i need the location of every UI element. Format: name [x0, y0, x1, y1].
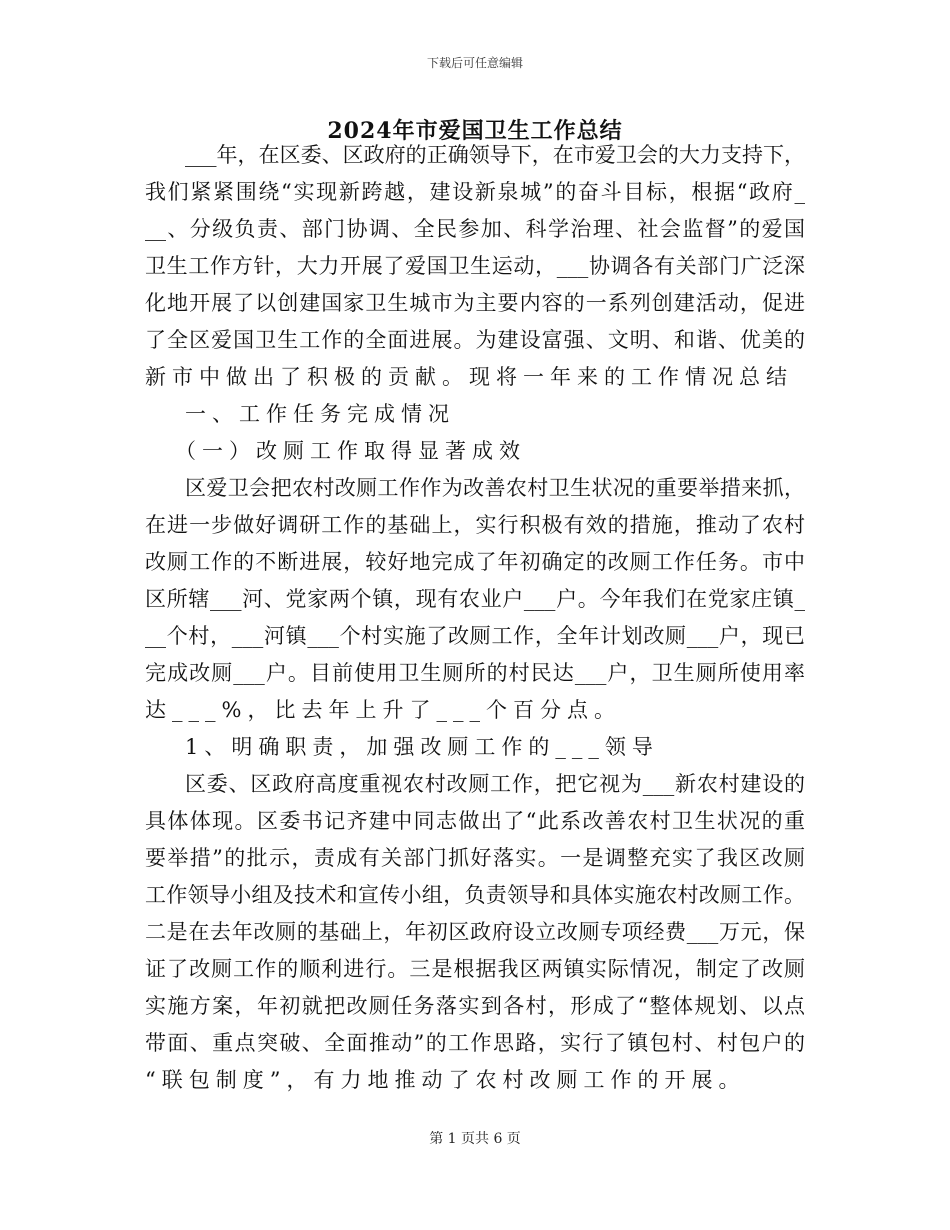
body-line: 1、明确职责，加强改厕工作的___领导: [185, 735, 659, 759]
body-line: 工作领导小组及技术和宣传小组，负责领导和具体实施农村改厕工作。: [145, 883, 805, 907]
body-line: 改厕工作的不断进展，较好地完成了年初确定的改厕工作任务。市中: [145, 550, 805, 574]
body-line: 了全区爱国卫生工作的全面进展。为建设富强、文明、和谐、优美的: [145, 328, 805, 352]
body-line: 新市中做出了积极的贡献。现将一年来的工作情况总结: [145, 365, 793, 389]
body-line: 区所辖___河、党家两个镇，现有农业户___户。今年我们在党家庄镇_: [145, 587, 805, 611]
body-line: ___年，在区委、区政府的正确领导下，在市爱卫会的大力支持下，: [185, 143, 805, 167]
body-line: 化地开展了以创建国家卫生城市为主要内容的一系列创建活动，促进: [145, 291, 805, 315]
body-line: 区爱卫会把农村改厕工作作为改善农村卫生状况的重要举措来抓，: [185, 476, 805, 500]
body-line: 具体体现。区委书记齐建中同志做出了“此系改善农村卫生状况的重: [145, 809, 805, 833]
body-line: 完成改厕___户。目前使用卫生厕所的村民达___户，卫生厕所使用率: [145, 661, 805, 685]
body-line: 一、工作任务完成情况: [185, 402, 455, 426]
body-line: 带面、重点突破、全面推动”的工作思路，实行了镇包村、村包户的: [145, 1031, 805, 1055]
body-line: 要举措”的批示，责成有关部门抓好落实。一是调整充实了我区改厕: [145, 846, 805, 870]
body-line: 卫生工作方针，大力开展了爱国卫生运动，___协调各有关部门广泛深: [145, 254, 805, 278]
body-line: __、分级负责、部门协调、全民参加、科学治理、社会监督”的爱国: [145, 217, 805, 241]
body-line: 证了改厕工作的顺利进行。三是根据我区两镇实际情况，制定了改厕: [145, 957, 805, 981]
body-line: 实施方案，年初就把改厕任务落实到各村，形成了“整体规划、以点: [145, 994, 805, 1018]
body-line: 达___%，比去年上升了___个百分点。: [145, 698, 621, 722]
body-line: 在进一步做好调研工作的基础上，实行积极有效的措施，推动了农村: [145, 513, 805, 537]
body-line: 二是在去年改厕的基础上，年初区政府设立改厕专项经费___万元，保: [145, 920, 805, 944]
body-line: 我们紧紧围绕“实现新跨越，建设新泉城”的奋斗目标，根据“政府_: [145, 180, 805, 204]
body-line: __个村，___河镇___个村实施了改厕工作，全年计划改厕___户，现已: [145, 624, 805, 648]
page-footer: 第 1 页共 6 页: [429, 1131, 521, 1147]
body-line: 区委、区政府高度重视农村改厕工作，把它视为___新农村建设的: [185, 772, 805, 796]
body-line: “联包制度”，有力地推动了农村改厕工作的开展。: [145, 1068, 746, 1092]
body-line: （一）改厕工作取得显著成效: [175, 439, 526, 463]
page-header: 下载后可任意编辑: [426, 56, 523, 70]
document-title: 2024年市爱国卫生工作总结: [327, 118, 623, 144]
